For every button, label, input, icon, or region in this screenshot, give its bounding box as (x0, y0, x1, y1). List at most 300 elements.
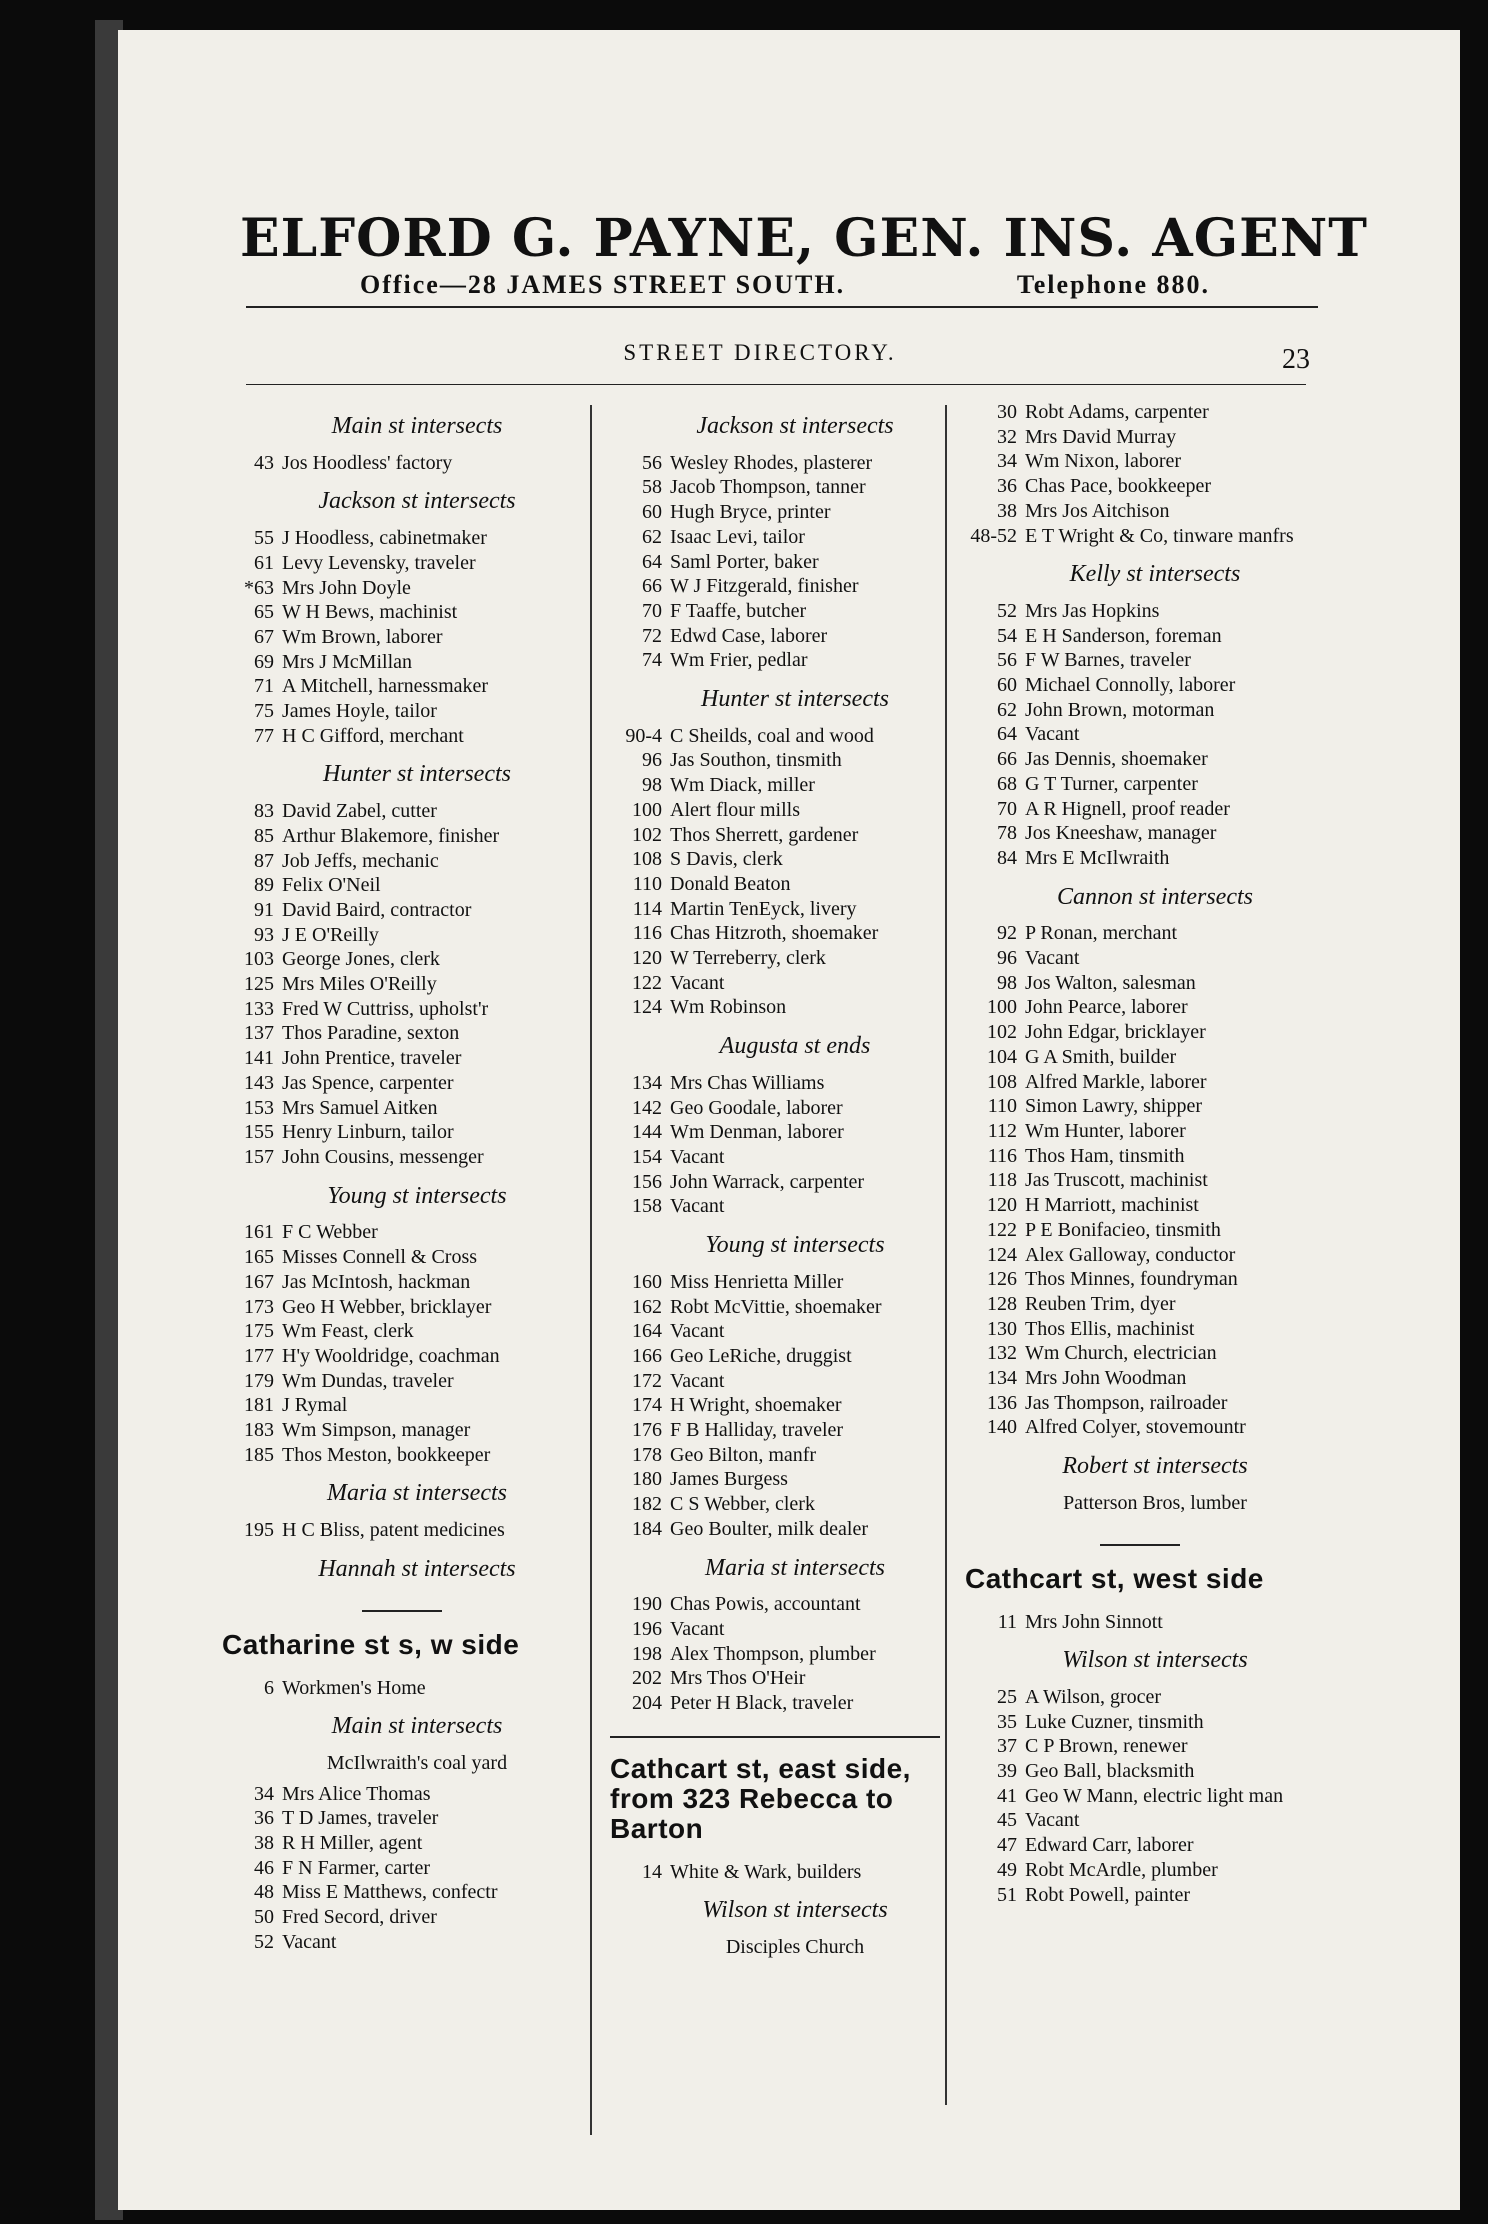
house-number: 173 (244, 1295, 274, 1318)
house-number: 60 (997, 674, 1017, 697)
cross-street-heading: Main st intersects (331, 413, 503, 439)
resident-name: John Pearce, laborer (1025, 996, 1188, 1019)
directory-entry (610, 1517, 950, 1542)
directory-entry (965, 971, 1315, 996)
resident-name: Edward Carr, laborer (1025, 1834, 1194, 1857)
house-number: 167 (244, 1270, 274, 1293)
house-number: 11 (997, 1610, 1017, 1633)
house-number: 162 (632, 1295, 662, 1318)
resident-name: Jacob Thompson, tanner (670, 476, 866, 499)
resident-name: Wm Simpson, manager (282, 1419, 471, 1442)
resident-name: Mrs David Murray (1025, 425, 1177, 448)
resident-name: Wm Brown, laborer (282, 625, 443, 648)
directory-entry (610, 451, 950, 476)
house-number: 202 (632, 1667, 662, 1690)
directory-entry (222, 600, 582, 625)
house-number: 112 (987, 1119, 1017, 1142)
resident-name: Chas Powis, accountant (670, 1593, 861, 1616)
house-number: 25 (997, 1685, 1017, 1708)
directory-entry (965, 1094, 1315, 1119)
directory-entry (222, 451, 582, 476)
header-rule (246, 306, 1318, 308)
directory-entry (965, 1292, 1315, 1317)
directory-entry (222, 824, 582, 849)
resident-name: Mrs Alice Thomas (282, 1782, 431, 1805)
house-number: 85 (254, 824, 274, 847)
directory-entry (222, 972, 582, 997)
resident-name: Misses Connell & Cross (282, 1246, 478, 1269)
resident-name: Michael Connolly, laborer (1025, 674, 1236, 697)
directory-entry (965, 425, 1315, 450)
resident-name: A R Hignell, proof reader (1025, 797, 1230, 820)
directory-entry (222, 1046, 582, 1071)
resident-name: Geo Ball, blacksmith (1025, 1760, 1195, 1783)
directory-entry (222, 923, 582, 948)
resident-name: J Rymal (282, 1394, 348, 1417)
resident-name: Job Jeffs, mechanic (282, 849, 439, 872)
house-number: 47 (997, 1834, 1017, 1857)
resident-name: F B Halliday, traveler (670, 1419, 844, 1442)
directory-entry (965, 722, 1315, 747)
house-number: 179 (244, 1369, 274, 1392)
resident-name: Vacant (670, 971, 725, 994)
cross-street-heading: Main st intersects (331, 1713, 503, 1740)
resident-name: W J Fitzgerald, finisher (670, 575, 859, 598)
directory-entry (222, 1344, 582, 1369)
resident-name: H C Gifford, merchant (282, 724, 464, 747)
cross-street-heading: Wilson st intersects (1062, 1647, 1248, 1674)
resident-name: E H Sanderson, foreman (1025, 624, 1222, 647)
section-rule (246, 384, 1306, 385)
resident-name: Vacant (670, 1617, 725, 1640)
directory-entry (965, 1020, 1315, 1045)
directory-entry (610, 823, 950, 848)
house-number: 165 (244, 1246, 274, 1269)
directory-entry (222, 947, 582, 972)
resident-name: Saml Porter, baker (670, 550, 819, 573)
house-number: 6 (264, 1676, 274, 1699)
directory-entry (965, 1784, 1315, 1809)
directory-entry (965, 1415, 1315, 1440)
cross-street-heading: Young st intersects (327, 1182, 507, 1209)
resident-name: Mrs Samuel Aitken (282, 1096, 438, 1119)
resident-name: John Brown, motorman (1025, 698, 1215, 721)
unnumbered-entry: McIlwraith's coal yard (326, 1751, 508, 1774)
resident-name: Wm Diack, miller (670, 774, 815, 797)
resident-name: Geo Boulter, milk dealer (670, 1517, 869, 1540)
resident-name: H'y Wooldridge, coachman (282, 1344, 500, 1367)
resident-name: Jas Thompson, railroader (1025, 1391, 1228, 1414)
directory-entry (965, 1883, 1315, 1908)
house-number: 66 (642, 575, 662, 598)
resident-name: Chas Pace, bookkeeper (1025, 475, 1212, 498)
resident-name: Jas Dennis, shoemaker (1025, 748, 1208, 771)
resident-name: Mrs Miles O'Reilly (282, 973, 437, 996)
resident-name: John Warrack, carpenter (670, 1170, 865, 1193)
cross-street-heading: Young st intersects (705, 1232, 885, 1259)
directory-entry (610, 1270, 950, 1295)
resident-name: A Wilson, grocer (1025, 1685, 1162, 1708)
house-number: 142 (632, 1096, 662, 1119)
directory-entry (965, 499, 1315, 524)
resident-name: Robt McArdle, plumber (1025, 1858, 1218, 1881)
house-number: 102 (987, 1021, 1017, 1044)
resident-name: Vacant (1025, 723, 1080, 746)
house-number: 89 (254, 874, 274, 897)
house-number: 114 (632, 897, 662, 920)
directory-entry (610, 897, 950, 922)
house-number: *63 (244, 576, 274, 599)
house-number: 69 (254, 650, 274, 673)
resident-name: J Hoodless, cabinetmaker (282, 527, 487, 550)
resident-name: S Davis, clerk (670, 848, 783, 871)
resident-name: Wm Church, electrician (1025, 1342, 1217, 1365)
directory-entry (610, 500, 950, 525)
house-number: 46 (254, 1856, 274, 1879)
resident-name: Jas McIntosh, hackman (282, 1270, 471, 1293)
directory-entry (222, 849, 582, 874)
resident-name: F C Webber (282, 1221, 378, 1244)
resident-name: Vacant (1025, 1809, 1080, 1832)
house-number: 78 (997, 822, 1017, 845)
house-number: 196 (632, 1617, 662, 1640)
directory-entry (610, 624, 950, 649)
directory-entry (965, 1858, 1315, 1883)
resident-name: P Ronan, merchant (1025, 922, 1178, 945)
section-separator (362, 1610, 442, 1612)
cross-street-heading: Wilson st intersects (702, 1897, 888, 1924)
resident-name: Mrs John Doyle (282, 576, 411, 599)
house-number: 116 (987, 1144, 1017, 1167)
directory-entry (610, 1120, 950, 1145)
resident-name: Jos Walton, salesman (1025, 971, 1196, 994)
house-number: 116 (632, 922, 662, 945)
house-number: 60 (642, 501, 662, 524)
directory-column-3 (965, 400, 1315, 1907)
directory-entry (610, 1860, 950, 1885)
resident-name: Vacant (670, 1195, 725, 1218)
house-number: 133 (244, 997, 274, 1020)
house-number: 58 (642, 476, 662, 499)
cross-street-heading: Robert st intersects (1062, 1453, 1248, 1480)
directory-entry (610, 525, 950, 550)
directory-entry (965, 599, 1315, 624)
house-number: 90-4 (625, 724, 662, 747)
resident-name: Mrs Jos Aitchison (1025, 499, 1170, 522)
house-number: 120 (987, 1194, 1017, 1217)
cross-street-heading: Maria st intersects (705, 1554, 885, 1581)
house-number: 56 (997, 649, 1017, 672)
directory-entry (222, 1145, 582, 1170)
street-section-heading: Cathcart st, east side, from 323 Rebecca to Barton (610, 1752, 911, 1844)
directory-entry (222, 1220, 582, 1245)
directory-entry (610, 550, 950, 575)
house-number: 62 (642, 525, 662, 548)
directory-entry (965, 846, 1315, 871)
directory-entry (965, 1610, 1315, 1635)
house-number: 156 (632, 1170, 662, 1193)
house-number: 110 (987, 1095, 1017, 1118)
directory-entry (965, 400, 1315, 425)
directory-entry (610, 847, 950, 872)
directory-entry (610, 1194, 950, 1219)
resident-name: Fred W Cuttriss, upholst'r (282, 997, 489, 1020)
house-number: 74 (642, 649, 662, 672)
house-number: 144 (632, 1121, 662, 1144)
directory-entry (965, 1366, 1315, 1391)
cross-street-heading: Augusta st ends (719, 1033, 871, 1060)
resident-name: John Edgar, bricklayer (1025, 1021, 1206, 1044)
house-number: 98 (997, 971, 1017, 994)
unnumbered-entry: Patterson Bros, lumber (1063, 1491, 1247, 1514)
directory-entry (965, 747, 1315, 772)
resident-name: Hugh Bryce, printer (670, 501, 831, 524)
resident-name: John Prentice, traveler (282, 1047, 462, 1070)
directory-entry (222, 1393, 582, 1418)
resident-name: James Burgess (670, 1468, 788, 1491)
directory-entry (222, 650, 582, 675)
house-number: 177 (244, 1344, 274, 1367)
house-number: 172 (632, 1369, 662, 1392)
directory-entry (965, 1243, 1315, 1268)
directory-entry (222, 1418, 582, 1443)
directory-entry (965, 1341, 1315, 1366)
directory-entry (965, 673, 1315, 698)
cross-street-heading: Hunter st intersects (323, 761, 511, 788)
cross-street-heading: Jackson st intersects (318, 488, 516, 515)
house-number: 175 (244, 1320, 274, 1343)
directory-entry (610, 1393, 950, 1418)
house-number: 51 (997, 1883, 1017, 1906)
directory-entry (965, 1317, 1315, 1342)
resident-name: John Cousins, messenger (282, 1145, 484, 1168)
house-number: 108 (987, 1070, 1017, 1093)
resident-name: Geo Goodale, laborer (670, 1096, 843, 1119)
resident-name: Alfred Markle, laborer (1025, 1070, 1207, 1093)
resident-name: David Zabel, cutter (282, 800, 437, 823)
house-number: 43 (254, 451, 274, 474)
directory-entry (222, 699, 582, 724)
directory-entry (965, 1808, 1315, 1833)
house-number: 164 (632, 1320, 662, 1343)
house-number: 67 (254, 625, 274, 648)
directory-entry (965, 946, 1315, 971)
house-number: 30 (997, 401, 1017, 423)
resident-name: H C Bliss, patent medicines (282, 1519, 505, 1542)
house-number: 75 (254, 700, 274, 723)
directory-entry (222, 1880, 582, 1905)
house-number: 102 (632, 823, 662, 846)
directory-entry (222, 1443, 582, 1468)
resident-name: Mrs Thos O'Heir (670, 1667, 806, 1690)
house-number: 36 (997, 475, 1017, 498)
directory-entry (610, 921, 950, 946)
house-number: 72 (642, 624, 662, 647)
house-number: 93 (254, 923, 274, 946)
directory-entry (965, 797, 1315, 822)
directory-entry (222, 1270, 582, 1295)
house-number: 157 (244, 1145, 274, 1168)
resident-name: Mrs E McIlwraith (1025, 846, 1170, 869)
resident-name: Mrs Jas Hopkins (1025, 599, 1160, 622)
directory-entry (610, 946, 950, 971)
directory-entry (610, 1319, 950, 1344)
directory-entry (222, 1806, 582, 1831)
house-number: 141 (244, 1047, 274, 1070)
house-number: 120 (632, 947, 662, 970)
house-number: 96 (997, 947, 1017, 970)
house-number: 61 (254, 551, 274, 574)
directory-entry (222, 674, 582, 699)
cross-street-heading: Hunter st intersects (701, 686, 889, 713)
house-number: 158 (632, 1195, 662, 1218)
house-number: 136 (987, 1391, 1017, 1414)
column-rule (610, 1736, 940, 1738)
resident-name: Alert flour mills (670, 798, 800, 821)
house-number: 166 (632, 1344, 662, 1367)
house-number: 32 (997, 425, 1017, 448)
resident-name: A Mitchell, harnessmaker (282, 675, 489, 698)
resident-name: Wm Denman, laborer (670, 1121, 844, 1144)
house-number: 124 (632, 996, 662, 1019)
resident-name: Miss Henrietta Miller (670, 1270, 844, 1293)
resident-name: Wm Nixon, laborer (1025, 450, 1182, 473)
directory-entry (965, 1685, 1315, 1710)
house-number: 56 (642, 451, 662, 474)
directory-entry (610, 798, 950, 823)
resident-name: Thos Meston, bookkeeper (282, 1443, 491, 1466)
house-number: 55 (254, 527, 274, 550)
directory-entry (222, 873, 582, 898)
resident-name: H Marriott, machinist (1025, 1194, 1199, 1217)
resident-name: Alfred Colyer, stovemountr (1025, 1416, 1246, 1439)
house-number: 176 (632, 1419, 662, 1442)
house-number: 130 (987, 1317, 1017, 1340)
directory-entry (965, 1710, 1315, 1735)
directory-entry (965, 524, 1315, 549)
directory-entry (222, 526, 582, 551)
resident-name: Alex Thompson, plumber (670, 1642, 876, 1665)
street-section-heading: Catharine st s, w side (222, 1628, 520, 1660)
house-number: 154 (632, 1145, 662, 1168)
resident-name: Arthur Blakemore, finisher (282, 824, 500, 847)
section-title: STREET DIRECTORY. (623, 340, 897, 365)
resident-name: Felix O'Neil (282, 874, 381, 897)
directory-entry (222, 724, 582, 749)
directory-entry (222, 898, 582, 923)
column-divider-1 (590, 405, 592, 2135)
resident-name: Geo W Mann, electric light man (1025, 1784, 1284, 1807)
resident-name: Simon Lawry, shipper (1025, 1095, 1203, 1118)
directory-entry (222, 997, 582, 1022)
resident-name: Wesley Rhodes, plasterer (670, 451, 873, 474)
house-number: 178 (632, 1443, 662, 1466)
house-number: 64 (997, 723, 1017, 746)
directory-entry (610, 724, 950, 749)
house-number: 38 (254, 1832, 274, 1855)
house-number: 174 (632, 1394, 662, 1417)
house-number: 108 (632, 848, 662, 871)
directory-entry (965, 995, 1315, 1020)
directory-entry (222, 1930, 582, 1955)
house-number: 155 (244, 1121, 274, 1144)
house-number: 37 (997, 1735, 1017, 1758)
directory-entry (965, 698, 1315, 723)
directory-entry (610, 1492, 950, 1517)
resident-name: G A Smith, builder (1025, 1045, 1177, 1068)
resident-name: Robt Adams, carpenter (1025, 401, 1209, 423)
house-number: 160 (632, 1270, 662, 1293)
directory-column-1 (222, 400, 582, 1955)
cross-street-heading: Jackson st intersects (696, 413, 894, 439)
house-number: 84 (997, 846, 1017, 869)
resident-name: Vacant (282, 1930, 337, 1953)
page-number: 23 (1282, 344, 1310, 375)
resident-name: Robt Powell, painter (1025, 1883, 1190, 1906)
office-address: Office—28 JAMES STREET SOUTH. (360, 270, 846, 299)
directory-entry (610, 872, 950, 897)
resident-name: C S Webber, clerk (670, 1493, 815, 1516)
house-number: 71 (254, 675, 274, 698)
directory-entry (222, 1518, 582, 1543)
house-number: 128 (987, 1292, 1017, 1315)
unnumbered-entry: Disciples Church (725, 1936, 865, 1959)
directory-entry (965, 1168, 1315, 1193)
directory-entry (965, 1218, 1315, 1243)
house-number: 66 (997, 748, 1017, 771)
directory-entry (965, 1045, 1315, 1070)
house-number: 34 (997, 450, 1017, 473)
house-number: 45 (997, 1809, 1017, 1832)
resident-name: F Taaffe, butcher (670, 599, 807, 622)
resident-name: H Wright, shoemaker (670, 1394, 842, 1417)
street-section-heading: Cathcart st, west side (965, 1562, 1264, 1594)
resident-name: Robt McVittie, shoemaker (670, 1295, 882, 1318)
section-separator (1100, 1544, 1180, 1546)
directory-entry (222, 1369, 582, 1394)
resident-name: Fred Secord, driver (282, 1906, 437, 1929)
house-number: 124 (987, 1243, 1017, 1266)
directory-entry (222, 1905, 582, 1930)
resident-name: Wm Dundas, traveler (282, 1369, 454, 1392)
resident-name: Vacant (1025, 947, 1080, 970)
directory-entry (222, 551, 582, 576)
directory-entry (610, 748, 950, 773)
house-number: 122 (632, 971, 662, 994)
cross-street-heading: Hannah st intersects (318, 1555, 516, 1582)
house-number: 54 (997, 624, 1017, 647)
directory-entry (965, 1267, 1315, 1292)
directory-entry (222, 1831, 582, 1856)
directory-entry (965, 772, 1315, 797)
directory-entry (610, 599, 950, 624)
directory-entry (222, 1676, 582, 1701)
house-number: 183 (244, 1419, 274, 1442)
resident-name: Thos Ellis, machinist (1025, 1317, 1195, 1340)
resident-name: Henry Linburn, tailor (282, 1121, 454, 1144)
cross-street-heading: Cannon st intersects (1057, 883, 1253, 910)
house-number: 184 (632, 1517, 662, 1540)
resident-name: Wm Feast, clerk (282, 1320, 414, 1343)
resident-name: Isaac Levi, tailor (670, 525, 805, 548)
resident-name: W Terreberry, clerk (670, 947, 826, 970)
resident-name: Thos Minnes, foundryman (1025, 1268, 1238, 1291)
house-number: 104 (987, 1045, 1017, 1068)
directory-entry (222, 576, 582, 601)
resident-name: J E O'Reilly (282, 923, 379, 946)
directory-entry (965, 1759, 1315, 1784)
resident-name: Martin TenEyck, livery (670, 897, 857, 920)
